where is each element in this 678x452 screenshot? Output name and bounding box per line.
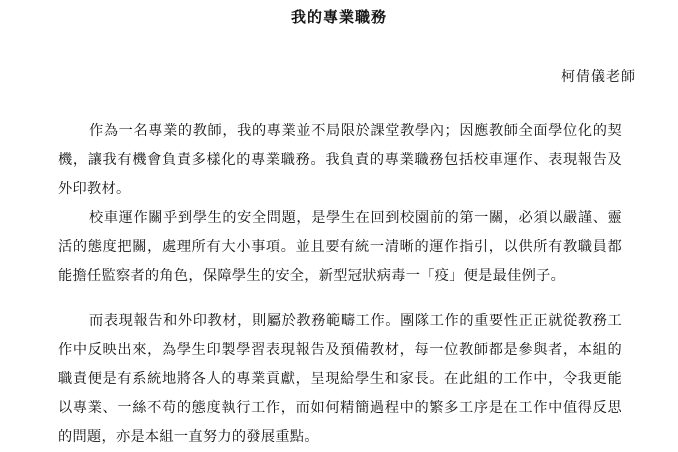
paragraph-school-bus: 校車運作關乎到學生的安全問題，是學生在回到校園前的第一關，必須以嚴謹、靈活的態度把關，處理所有大小事項。並且要有統一清晰的運作指引，以供所有教職員都能擔任監察者的角色，保障學生的安全，新型冠狀病毒一「疫」便是最佳例子。 (58, 210, 622, 284)
paragraph-intro: 作為一名專業的教師，我的專業並不局限於課堂教學內；因應教師全面學位化的契機，讓我有機會負責多樣化的專業職務。我負責的專業職務包括校車運作、表現報告及外印教材。 (58, 123, 622, 197)
document-title: 我的專業職務 (290, 8, 387, 26)
paragraph-reports-materials: 而表現報告和外印教材，則屬於教務範疇工作。團隊工作的重要性正正就從教務工作中反映出來，為學生印製學習表現報告及預備教材，每一位教師都是參與者，本組的職責便是有系統地將各人的專業貢獻，呈現給學生和家長。在此組的工作中，令我更能以專業、一絲不苟的態度執行工作，而如何精簡過程中的繁多工序是在工作中值得反思的問題，亦是本組一直努力的發展重點。 (58, 313, 622, 445)
author-name: 柯倩儀老師 (561, 69, 636, 85)
